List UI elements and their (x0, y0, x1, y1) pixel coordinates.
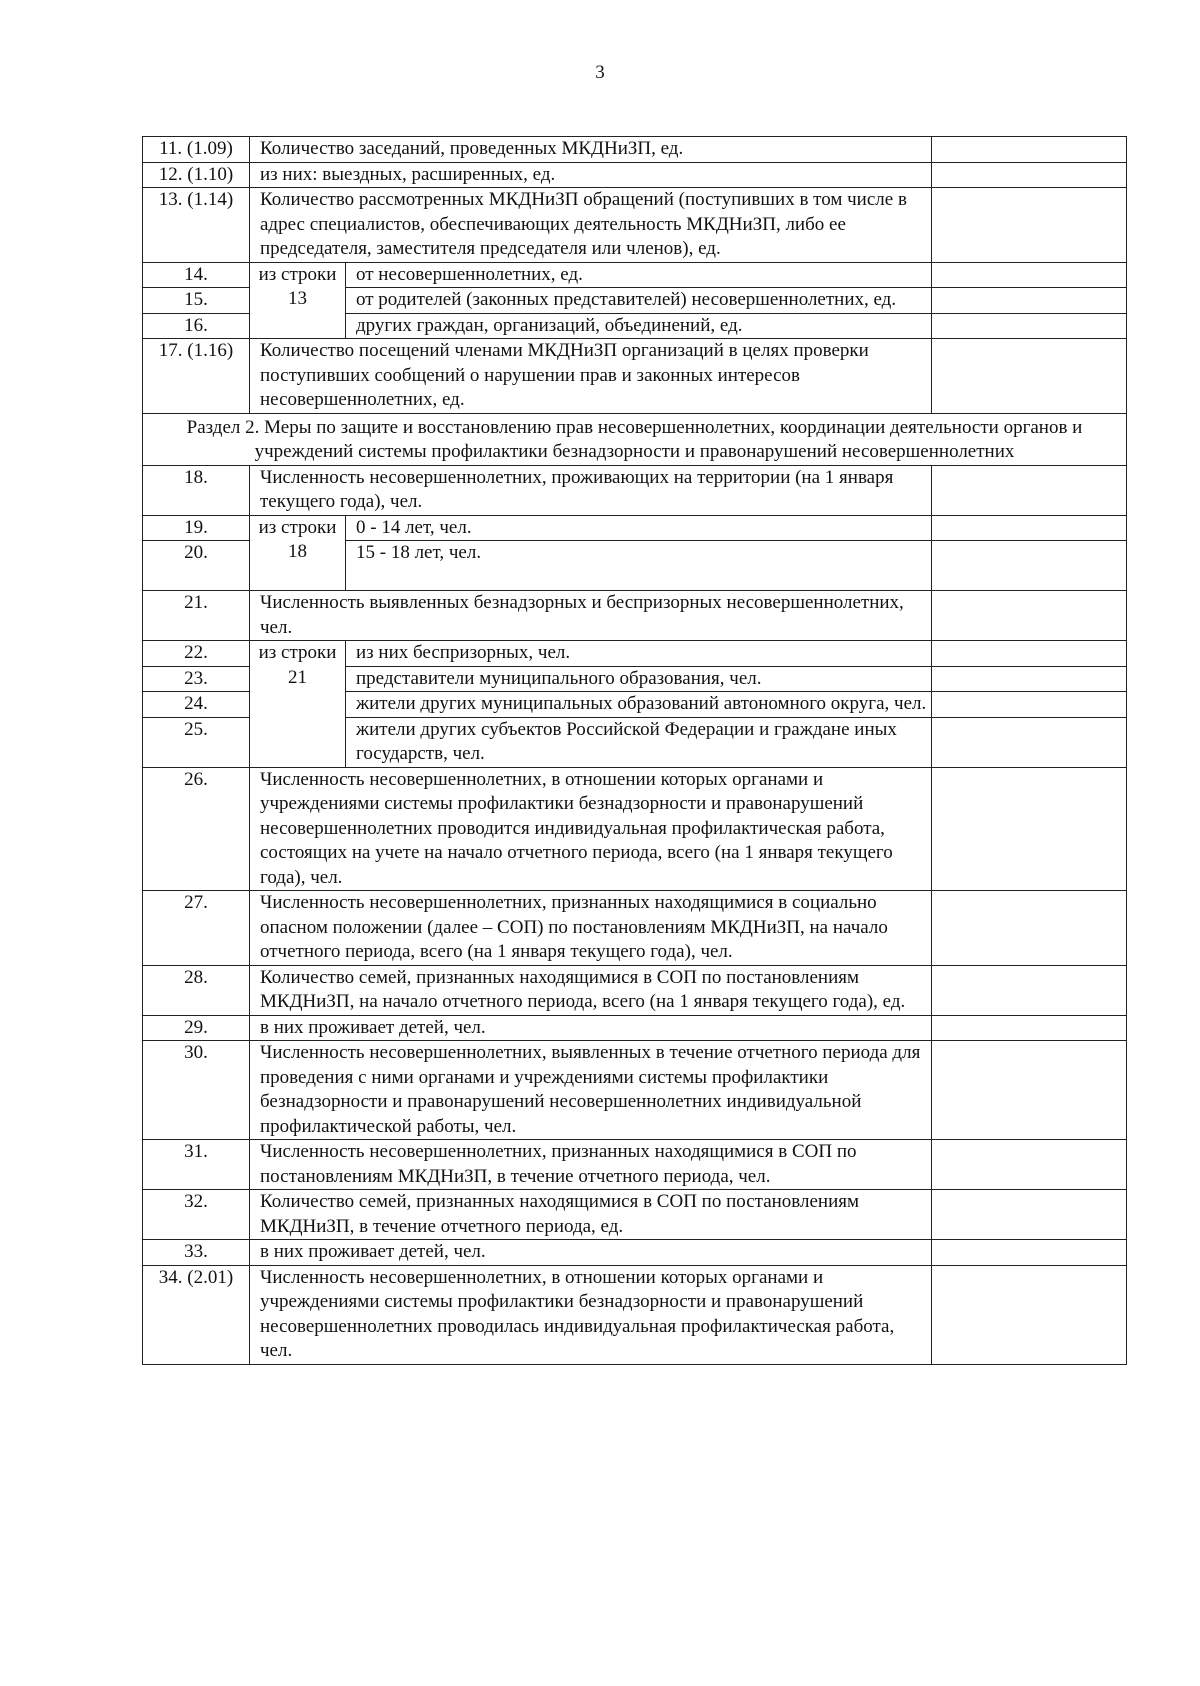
table-row (143, 188, 1127, 263)
value-cell[interactable] (932, 515, 1127, 541)
row-number: 17. (1.16) (143, 339, 250, 414)
value-cell[interactable] (932, 1240, 1127, 1266)
row-text: жители других субъектов Российской Федерации и граждане иных государств, чел. (346, 717, 932, 767)
row-text: Количество посещений членами МКДНиЗП организаций в целях проверки поступивших сообщений о нарушении прав и законных интересов несовершеннолетних, ед. (250, 339, 932, 414)
value-cell[interactable] (932, 891, 1127, 966)
row-text: 0 - 14 лет, чел. (346, 515, 932, 541)
row-text: из них беспризорных, чел. (346, 641, 932, 667)
table-row (143, 1140, 1127, 1190)
row-text: жители других муниципальных образований автономного округа, чел. (346, 692, 932, 718)
table-row (143, 767, 1127, 891)
value-cell[interactable] (932, 313, 1127, 339)
group-label: из строки 21 (250, 641, 346, 768)
group-label: из строки 18 (250, 515, 346, 591)
row-number: 34. (2.01) (143, 1265, 250, 1364)
row-text: Количество заседаний, проведенных МКДНиЗП, ед. (250, 137, 932, 163)
row-number: 25. (143, 717, 250, 767)
table-row (143, 1015, 1127, 1041)
row-text: 15 - 18 лет, чел. (346, 541, 932, 591)
row-number: 32. (143, 1190, 250, 1240)
row-number: 26. (143, 767, 250, 891)
row-number: 18. (143, 465, 250, 515)
table-row (143, 965, 1127, 1015)
row-text: в них проживает детей, чел. (250, 1015, 932, 1041)
value-cell[interactable] (932, 137, 1127, 163)
table-row (143, 515, 1127, 541)
row-number: 20. (143, 541, 250, 591)
row-text: представители муниципального образования, чел. (346, 666, 932, 692)
section-title: Раздел 2. Меры по защите и восстановлению прав несовершеннолетних, координации деятельности органов и учреждений системы профилактики безнадзорности и правонарушений несовершеннолетних (143, 413, 1127, 465)
row-text: от несовершеннолетних, ед. (346, 262, 932, 288)
value-cell[interactable] (932, 288, 1127, 314)
report-table (142, 136, 1127, 1365)
value-cell[interactable] (932, 1015, 1127, 1041)
page-number: 3 (595, 62, 605, 83)
table-row (143, 641, 1127, 667)
value-cell[interactable] (932, 1041, 1127, 1140)
row-number: 22. (143, 641, 250, 667)
row-number: 31. (143, 1140, 250, 1190)
value-cell[interactable] (932, 1190, 1127, 1240)
value-cell[interactable] (932, 1140, 1127, 1190)
value-cell[interactable] (932, 767, 1127, 891)
value-cell[interactable] (932, 965, 1127, 1015)
table-row (143, 1265, 1127, 1364)
value-cell[interactable] (932, 339, 1127, 414)
row-number: 12. (1.10) (143, 162, 250, 188)
row-text: Количество рассмотренных МКДНиЗП обращений (поступивших в том числе в адрес специалистов, обеспечивающих деятельность МКДНиЗП, либо ее председателя, заместителя председателя или членов), ед. (250, 188, 932, 263)
row-text: из них: выездных, расширенных, ед. (250, 162, 932, 188)
table-row (143, 339, 1127, 414)
row-number: 16. (143, 313, 250, 339)
row-text: Численность несовершеннолетних, в отношении которых органами и учреждениями системы профилактики безнадзорности и правонарушений несовершеннолетних проводилась индивидуальная профилактическая работа, чел. (250, 1265, 932, 1364)
value-cell[interactable] (932, 1265, 1127, 1364)
table-row (143, 137, 1127, 163)
row-text: в них проживает детей, чел. (250, 1240, 932, 1266)
row-number: 33. (143, 1240, 250, 1266)
value-cell[interactable] (932, 641, 1127, 667)
group-label: из строки 13 (250, 262, 346, 339)
row-text: Количество семей, признанных находящимися в СОП по постановлениям МКДНиЗП, на начало отчетного периода, всего (на 1 января текущего года), ед. (250, 965, 932, 1015)
table-row (143, 891, 1127, 966)
row-text: Численность несовершеннолетних, в отношении которых органами и учреждениями системы профилактики безнадзорности и правонарушений несовершеннолетних проводится индивидуальная профилактическая работа, состоящих на учете на начало отчетного периода, всего (на 1 января текущего года), чел. (250, 767, 932, 891)
value-cell[interactable] (932, 262, 1127, 288)
row-text: Численность несовершеннолетних, выявленных в течение отчетного периода для проведения с ними органами и учреждениями системы профилактики безнадзорности и правонарушений несовершеннолетних индивидуальной профилактической работы, чел. (250, 1041, 932, 1140)
row-number: 30. (143, 1041, 250, 1140)
value-cell[interactable] (932, 717, 1127, 767)
row-text: Численность выявленных безнадзорных и беспризорных несовершеннолетних, чел. (250, 591, 932, 641)
value-cell[interactable] (932, 465, 1127, 515)
row-number: 13. (1.14) (143, 188, 250, 263)
row-text: Численность несовершеннолетних, признанных находящимися в СОП по постановлениям МКДНиЗП, в течение отчетного периода, чел. (250, 1140, 932, 1190)
value-cell[interactable] (932, 591, 1127, 641)
value-cell[interactable] (932, 692, 1127, 718)
value-cell[interactable] (932, 541, 1127, 591)
row-text: Количество семей, признанных находящимися в СОП по постановлениям МКДНиЗП, в течение отчетного периода, ед. (250, 1190, 932, 1240)
table-row (143, 162, 1127, 188)
row-number: 19. (143, 515, 250, 541)
value-cell[interactable] (932, 188, 1127, 263)
row-number: 15. (143, 288, 250, 314)
row-number: 28. (143, 965, 250, 1015)
table-row (143, 1041, 1127, 1140)
row-number: 27. (143, 891, 250, 966)
row-text: Численность несовершеннолетних, признанных находящимися в социально опасном положении (далее – СОП) по постановлениям МКДНиЗП, на начало отчетного периода, всего (на 1 января текущего года), чел. (250, 891, 932, 966)
row-number: 23. (143, 666, 250, 692)
row-number: 24. (143, 692, 250, 718)
row-text: от родителей (законных представителей) несовершеннолетних, ед. (346, 288, 932, 314)
section-header-row (143, 413, 1127, 465)
table-row (143, 1190, 1127, 1240)
row-number: 14. (143, 262, 250, 288)
row-number: 21. (143, 591, 250, 641)
value-cell[interactable] (932, 162, 1127, 188)
value-cell[interactable] (932, 666, 1127, 692)
table-row (143, 591, 1127, 641)
table-row (143, 1240, 1127, 1266)
table-row (143, 262, 1127, 288)
row-text: других граждан, организаций, объединений, ед. (346, 313, 932, 339)
table-row (143, 465, 1127, 515)
row-number: 11. (1.09) (143, 137, 250, 163)
row-number: 29. (143, 1015, 250, 1041)
row-text: Численность несовершеннолетних, проживающих на территории (на 1 января текущего года), чел. (250, 465, 932, 515)
